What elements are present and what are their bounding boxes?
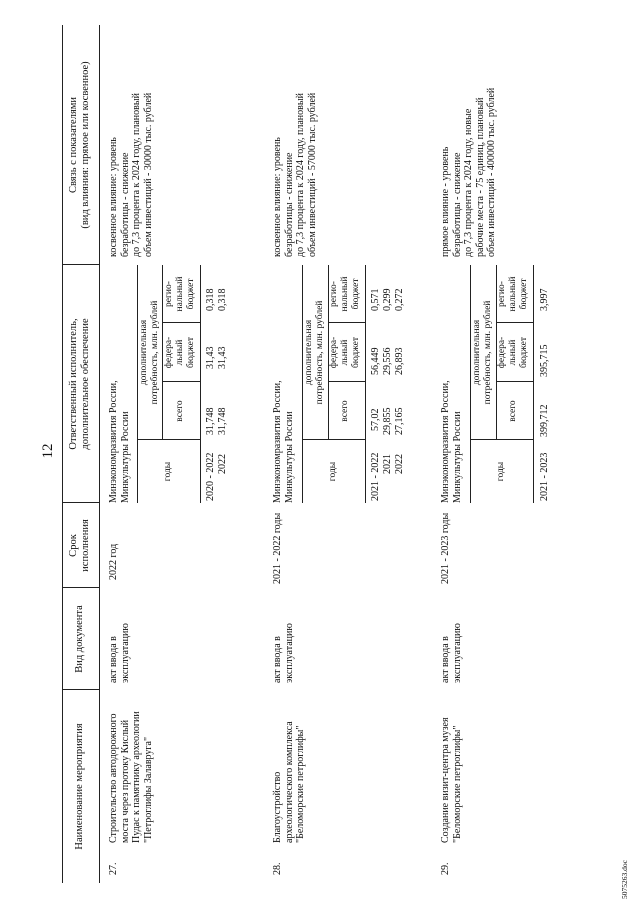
- subtable-rule: [137, 265, 138, 503]
- row-27-number: 27.: [108, 862, 119, 875]
- row-27-exec: Минэкономразвития России, Минкультуры России: [108, 380, 131, 503]
- subtable-regional-label: регио- нальный бюджет: [329, 276, 361, 312]
- row-29-regional-0: 3,997: [539, 288, 550, 311]
- row-27-term: 2022 год: [108, 543, 119, 580]
- row-29-link: прямое влияние - уровень безработицы - снижение до 7,3 процента к 2024 году, новые рабочие места - 75 единиц, плановый объем инвестиций - 400000 тыс. рублей: [440, 87, 497, 257]
- row-28-federal-0: 56,449: [370, 347, 381, 375]
- row-28-years-0: 2021 - 2022: [370, 452, 381, 501]
- row-27-federal-1: 31,43: [217, 346, 228, 369]
- row-27-regional-1: 0,318: [217, 288, 228, 311]
- subtable-years-label: годы: [328, 461, 338, 482]
- subtable-need-label: дополнительная потребность, млн. рублей: [139, 300, 160, 405]
- row-28-number: 28.: [272, 862, 283, 875]
- row-27-name: Строительство автодорожного моста через протоку Кислый Пудас к памятнику археологии "Петроглифы Залавруга": [108, 711, 154, 843]
- page-number: 12: [40, 443, 56, 459]
- row-28-regional-0: 0,571: [370, 288, 381, 311]
- subtable-federal-label: федера- льный бюджет: [329, 336, 361, 369]
- row-28-total-1: 29,855: [382, 407, 393, 435]
- row-28-years-2: 2022: [394, 454, 405, 474]
- header-term: Срок исполнения: [68, 519, 91, 572]
- subtable-regional-label: регио- нальный бюджет: [164, 276, 196, 312]
- header-name: Наименование мероприятия: [74, 723, 85, 850]
- row-28-years-1: 2021: [382, 454, 393, 474]
- row-29-doc: акт ввода в эксплуатацию: [440, 623, 463, 683]
- subtable-federal-label: федера- льный бюджет: [497, 336, 529, 369]
- header-exec: Ответственный исполнитель, дополнительное обеспечение: [68, 318, 91, 450]
- row-27-total-0: 31,748: [205, 407, 216, 435]
- table-header-rule: [99, 25, 100, 883]
- row-28-term: 2021 - 2022 годы: [272, 512, 283, 584]
- subtable-total-label: всего: [175, 400, 185, 422]
- subtable-need-label: дополнительная потребность, млн. рублей: [472, 300, 493, 405]
- footer-filename: 5075263.doc: [620, 860, 629, 899]
- table-top-rule: [62, 25, 63, 883]
- row-29-federal-0: 395,715: [539, 344, 550, 377]
- row-28-link: косвенное влияние: уровень безработицы - снижение до 7,3 процента к 2024 году, плановый объем инвестиций - 57000 тыс. рублей: [272, 92, 318, 257]
- row-28-total-0: 57,02: [370, 408, 381, 431]
- subtable-rule: [365, 265, 366, 503]
- row-28-total-2: 27,165: [394, 407, 405, 435]
- row-27-years-0: 2020 - 2022: [205, 452, 216, 501]
- row-29-term: 2021 - 2023 годы: [440, 512, 451, 584]
- row-27-link: косвенное влияние: уровень безработицы - снижение до 7,3 процента к 2024 году, плановый объем инвестиций - 30000 тыс. рублей: [108, 92, 154, 257]
- row-29-years-0: 2021 - 2023: [539, 452, 550, 501]
- row-28-regional-1: 0,299: [382, 288, 393, 311]
- row-27-regional-0: 0,318: [205, 288, 216, 311]
- subtable-rule: [302, 265, 303, 503]
- row-28-federal-1: 29,556: [382, 347, 393, 375]
- subtable-years-label: годы: [163, 461, 173, 482]
- header-link: Связь с показателями (вид влияния: прямое или косвенное): [68, 61, 91, 229]
- row-29-name: Создание визит-центра музея "Беломорские петроглифы": [440, 717, 463, 843]
- row-27-federal-0: 31,43: [205, 346, 216, 369]
- subtable-rule: [200, 265, 201, 503]
- subtable-rule: [470, 265, 471, 503]
- row-29-number: 29.: [440, 862, 451, 875]
- subtable-rule: [533, 265, 534, 503]
- row-28-name: Благоустройство археологического комплекса "Беломорские петроглифы": [272, 721, 306, 843]
- header-doc: Вид документа: [74, 605, 85, 673]
- subtable-need-label: дополнительная потребность, млн. рублей: [304, 300, 325, 405]
- row-27-doc: акт ввода в эксплуатацию: [108, 623, 131, 683]
- row-28-exec: Минэкономразвития России, Минкультуры России: [272, 380, 295, 503]
- subtable-total-label: всего: [340, 400, 350, 422]
- subtable-regional-label: регио- нальный бюджет: [497, 276, 529, 312]
- row-28-regional-2: 0,272: [394, 288, 405, 311]
- row-27-years-1: 2022: [217, 454, 228, 474]
- row-28-federal-2: 26,893: [394, 347, 405, 375]
- subtable-federal-label: федера- льный бюджет: [164, 336, 196, 369]
- row-28-doc: акт ввода в эксплуатацию: [272, 623, 295, 683]
- row-29-total-0: 399,712: [539, 404, 550, 437]
- subtable-years-label: годы: [496, 461, 506, 482]
- row-29-exec: Минэкономразвития России, Минкультуры России: [440, 380, 463, 503]
- subtable-rule: [162, 265, 163, 440]
- subtable-total-label: всего: [508, 400, 518, 422]
- row-27-total-1: 31,748: [217, 407, 228, 435]
